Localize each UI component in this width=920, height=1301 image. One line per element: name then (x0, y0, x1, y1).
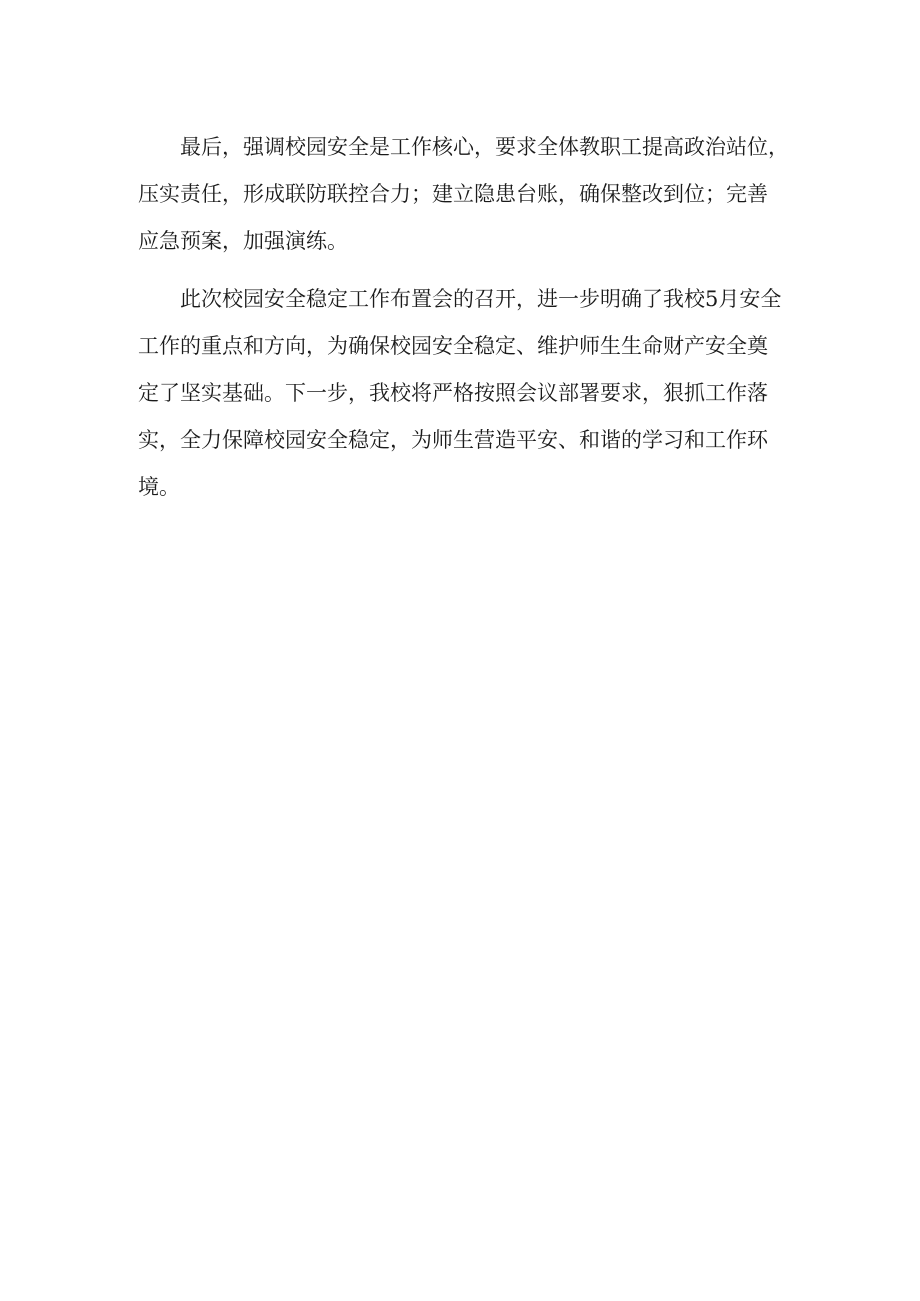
document-body (138, 124, 789, 522)
paragraph-line: 此次校园安全稳定工作布置会的召开，进一步明确了我校5月安全 (180, 287, 782, 311)
paragraph-line: 境。 (138, 475, 180, 499)
paragraph-line: 实，全力保障校园安全稳定，为师生营造平安、和谐的学习和工作环 (138, 428, 768, 452)
paragraph-conclusion (138, 124, 789, 265)
paragraph-line: 定了坚实基础。下一步，我校将严格按照会议部署要求，狠抓工作落 (138, 381, 768, 405)
paragraph-line: 压实责任，形成联防联控合力；建立隐患台账，确保整改到位；完善 (138, 182, 768, 206)
paragraph-line: 应急预案，加强演练。 (138, 229, 348, 253)
paragraph-line: 最后，强调校园安全是工作核心，要求全体教职工提高政治站位， (180, 135, 789, 159)
paragraph-line: 工作的重点和方向，为确保校园安全稳定、维护师生生命财产安全奠 (138, 334, 768, 358)
paragraph-summary (138, 276, 782, 511)
